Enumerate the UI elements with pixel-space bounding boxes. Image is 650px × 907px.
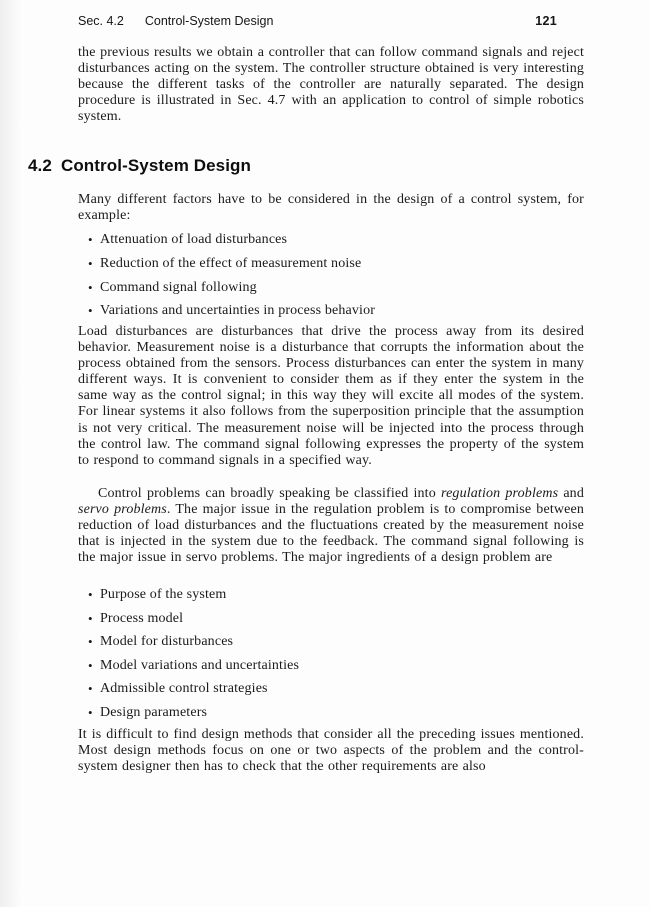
bullet-text: Purpose of the system (100, 587, 227, 602)
bullet-text: Command signal following (100, 279, 257, 295)
closing-paragraph: It is difficult to find design methods that consider all the preceding issues mentioned. Most design methods focus on one or two aspects of the problem and the control-system designer then has to check that the other requirements are also (78, 727, 584, 775)
header-chapter-title: Control-System Design (144, 14, 274, 28)
bullet-icon: • (88, 634, 93, 649)
design-factors-intro-paragraph: Many different factors have to be considered in the design of a control system, for example: (78, 192, 584, 224)
bullet-text: Process model (100, 610, 184, 626)
list-item (78, 630, 584, 654)
list-item (78, 252, 584, 276)
bullet-icon: • (88, 255, 93, 271)
page-header (78, 14, 557, 28)
list-item (78, 276, 584, 300)
design-ingredients-list (78, 583, 584, 724)
bullet-text: Attenuation of load disturbances (100, 232, 288, 247)
list-item (78, 677, 584, 701)
header-section-label: Sec. 4.2 (78, 14, 124, 28)
bullet-text: Design parameters (100, 704, 208, 720)
bullet-icon: • (88, 587, 93, 602)
bullet-icon: • (88, 279, 93, 295)
list-item (78, 228, 584, 252)
list-item (78, 654, 584, 678)
page-number: 121 (535, 14, 557, 28)
bullet-text: Variations and uncertainties in process behavior (100, 303, 376, 319)
list-item (78, 583, 584, 607)
bullet-icon: • (88, 232, 93, 247)
section-heading (28, 156, 251, 176)
bullet-text: Admissible control strategies (100, 681, 268, 696)
section-title: Control-System Design (60, 156, 252, 175)
list-item (78, 299, 584, 323)
bullet-text: Reduction of the effect of measurement noise (100, 255, 362, 271)
bullet-icon: • (88, 681, 93, 696)
list-item (78, 701, 584, 725)
bullet-icon: • (88, 303, 93, 319)
design-factors-list (78, 228, 584, 323)
list-item (78, 607, 584, 631)
bullet-icon: • (88, 610, 93, 626)
bullet-text: Model for disturbances (100, 634, 234, 649)
bullet-icon: • (88, 657, 93, 673)
intro-paragraph: the previous results we obtain a controller that can follow command signals and reject disturbances acting on the system. The controller structure obtained is very interesting because the different tasks of the controller are naturally separated. The design procedure is illustrated in Sec. 4.7 with an application to control of simple robotics system. (78, 45, 584, 125)
classification-paragraph: Control problems can broadly speaking be classified into regulation problems and servo problems. The major issue in the regulation problem is to compromise between reduction of load disturbances and the fluctuations created by the measurement noise that is injected in the system due to the feedback. The command signal following is the major issue in servo problems. The major ingredients of a design problem are (78, 486, 584, 566)
section-number: 4.2 (28, 156, 52, 175)
disturbances-paragraph: Load disturbances are disturbances that drive the process away from its desired behavior. Measurement noise is a disturbance that corrupts the information about the process obtained from the sensors. Process disturbances can enter the system in many different ways. It is convenient to consider them as if they enter the system in the same way as the control signal; in this way they will excite all modes of the system. For linear systems it also follows from the superposition principle that the assumption is not very critical. The measurement noise will be injected into the process through the control law. The command signal following expresses the property of the system to respond to command signals in a specified way. (78, 324, 584, 468)
bullet-text: Model variations and uncertainties (100, 657, 300, 673)
bullet-icon: • (88, 704, 93, 720)
